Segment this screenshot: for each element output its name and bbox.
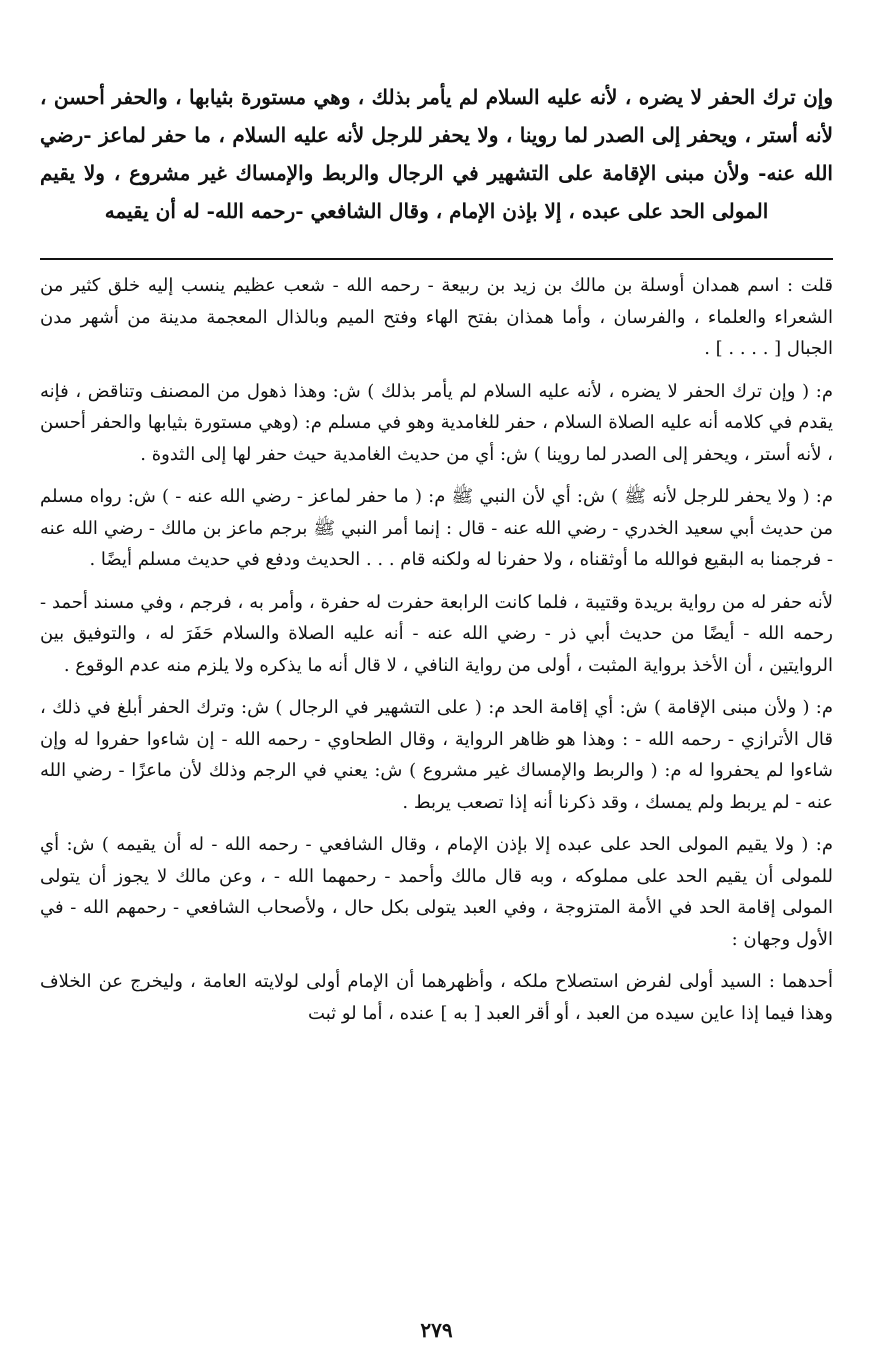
commentary-paragraph: أحدهما : السيد أولى لفرض استصلاح ملكه ، وأظهرهما أن الإمام أولى لولايته العامة ، وليخرج عن الخلاف وهذا فيما إذا عاين سيده من العبد ، أو أقر العبد [ به ] عنده ، أما لو ثبت <box>40 971 833 1024</box>
commentary-paragraph: لأنه حفر له من رواية بريدة وقتيبة ، فلما كانت الرابعة حفرت له حفرة ، وأمر به ، فرجم ، وفي مسند أحمد - رحمه الله - أيضًا من حديث أبي ذر - رضي الله عنه - أنه عليه الصلاة والسلام حَفَرَ له ، والتوفيق بين الروايتين ، أن الأخذ برواية المثبت ، أولى من رواية النافي ، لا قال أنه ما يذكره ولا يلزم منه عدم الوقوع . <box>40 591 834 676</box>
commentary-paragraph: قلت : اسم همدان أوسلة بن مالك بن زيد بن ربيعة - رحمه الله - شعب عظيم ينسب إليه خلق كثير من الشعراء والعلماء ، والفرسان ، وأما همذان بفتح الهاء وفتح الميم وبالذال المعجمة مدينة من أشهر مدن الجبال [ . . . . ] . <box>40 275 833 359</box>
commentary-section <box>40 270 833 1040</box>
page-number: ٢٧٩ <box>420 1318 453 1342</box>
main-text: وإن ترك الحفر لا يضره ، لأنه عليه السلام لم يأمر بذلك ، وهي مستورة بثيابها ، والحفر أحسن ، لأنه أستر ، ويحفر إلى الصدر لما روينا ، ولا يحفر للرجل لأنه عليه السلام ، ما حفر لماعز -رضي الله عنه- ولأن مبنى الإقامة على التشهير في الرجال والربط والإمساك غير مشروع ، ولا يقيم المولى الحد على عبده ، إلا بإذن الإمام ، وقال الشافعي -رحمه الله- له أن يقيمه <box>40 85 833 223</box>
separator-line <box>40 258 833 260</box>
commentary-paragraph: م: ( ولأن مبنى الإقامة ) ش: أي إقامة الحد م: ( على التشهير في الرجال ) ش: وترك الحفر أبلغ في ذلك ، قال الأترازي - رحمه الله - : وهذا هو ظاهر الرواية ، وقال الطحاوي - رحمه الله - إن شاءوا حفروا له وإن شاءوا لم يحفروا له م: ( والربط والإمساك غير مشروع ) ش: يعني في الرجم وذلك لأن ماعزًا - رضي الله عنه - لم يربط ولم يمسك ، وقد ذكرنا أنه إذا تصعب يربط . <box>40 697 833 813</box>
commentary-paragraph: م: ( ولا يقيم المولى الحد على عبده إلا بإذن الإمام ، وقال الشافعي - رحمه الله - له أن يقيمه ) ش: أي للمولى أن يقيم الحد على مملوكه ، وبه قال مالك وأحمد - رحمهما الله - ، وعن مالك لا يجوز أن يتولى المولى إقامة الحد في الأمة المتزوجة ، وفي العبد يتولى بكل حال ، ولأصحاب الشافعي - رحمهم الله - في الأول وجهان : <box>40 834 833 950</box>
commentary-paragraph: م: ( ولا يحفر للرجل لأنه ﷺ ) ش: أي لأن النبي ﷺ م: ( ما حفر لماعز - رضي الله عنه - ) ش: رواه مسلم من حديث أبي سعيد الخدري - رضي الله عنه - قال : إنما أمر النبي ﷺ برجم ماعز بن مالك - رضي الله عنه - فرجمنا به البقيع فوالله ما أوثقناه ، ولا حفرنا له ولكنه قام . . . الحديث ودفع في حديث مسلم أيضًا . <box>40 486 833 570</box>
commentary-paragraph: م: ( وإن ترك الحفر لا يضره ، لأنه عليه السلام لم يأمر بذلك ) ش: وهذا ذهول من المصنف وتناقض ، فإنه يقدم في كلامه أنه عليه الصلاة السلام ، حفر للغامدية وهو في مسلم م: (وهي مستورة بثيابها والحفر أحسن ، لأنه أستر ، ويحفر إلى الصدر لما روينا ) ش: أي من حديث الغامدية حيث حفر لها إلى الثدوة . <box>40 380 833 465</box>
